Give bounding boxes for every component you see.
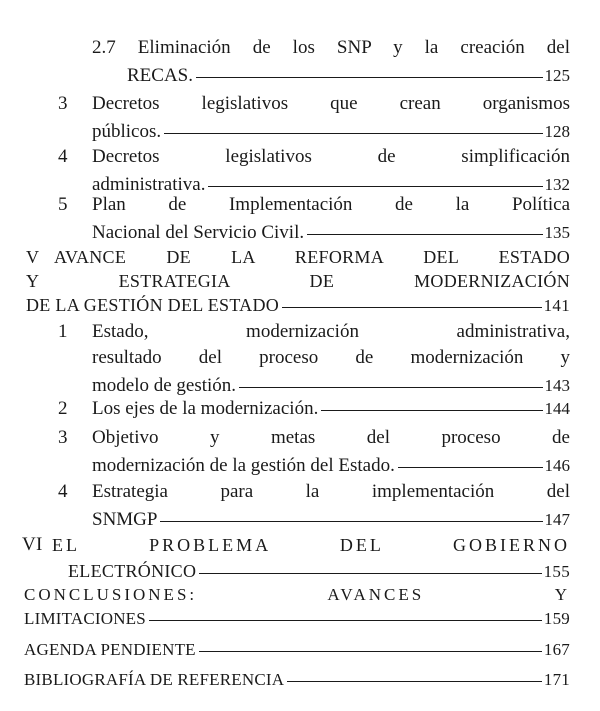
toc-entry-title-line1: Plan de Implementación de la Política xyxy=(92,194,570,215)
toc-entry-title-line2: Nacional del Servicio Civil. xyxy=(92,222,305,243)
toc-entry-title-line1: Decretos legislativos que crean organismos xyxy=(92,93,570,114)
dot-leader xyxy=(307,234,542,235)
section-title-line2: Y ESTRATEGIA DE MODERNIZACIÓN xyxy=(26,271,570,291)
dot-leader xyxy=(196,77,543,78)
bibliografia-title: BIBLIOGRAFÍA DE REFERENCIA xyxy=(24,670,285,689)
page-number: 146 xyxy=(544,456,570,475)
toc-entry-3[interactable] xyxy=(92,90,570,146)
section-title-line1: AVANCE DE LA REFORMA DEL ESTADO xyxy=(54,247,570,267)
toc-entry-v3[interactable] xyxy=(92,424,570,480)
toc-entry-title-line2: resultado del proceso de modernización y xyxy=(92,347,570,368)
entry-number: 2 xyxy=(58,398,68,419)
dot-leader xyxy=(149,620,542,621)
section-title-line2: ELECTRÓNICO xyxy=(68,561,197,581)
toc-entry-2-7[interactable] xyxy=(92,34,570,90)
dot-leader xyxy=(398,467,543,468)
toc-entry-title-line1: Los ejes de la modernización. xyxy=(92,398,319,419)
toc-entry-5[interactable] xyxy=(92,191,570,247)
dot-leader xyxy=(282,307,542,308)
page-number: 144 xyxy=(544,399,570,418)
toc-entry-title-line2: SNMGP xyxy=(92,509,158,530)
toc-entry-v2[interactable] xyxy=(92,395,570,423)
toc-entry-title-line2: públicos. xyxy=(92,121,162,142)
page-number: 167 xyxy=(543,640,570,659)
page-number: 143 xyxy=(544,376,570,395)
entry-number: 4 xyxy=(58,481,68,502)
toc-entry-title-line1: 2.7 Eliminación de los SNP y la creación del xyxy=(92,37,570,58)
conclusiones-title-line2: LIMITACIONES xyxy=(24,609,146,628)
toc-entry-title-line1: Objetivo y metas del proceso de xyxy=(92,427,570,448)
conclusiones-title-line1: CONCLUSIONES: AVANCES Y xyxy=(24,585,570,604)
page-number: 128 xyxy=(544,122,570,141)
agenda-title: AGENDA PENDIENTE xyxy=(24,640,196,659)
page-number: 135 xyxy=(544,223,570,242)
dot-leader xyxy=(199,651,542,652)
dot-leader xyxy=(208,186,542,187)
dot-leader xyxy=(287,681,542,682)
dot-leader xyxy=(164,133,542,134)
dot-leader xyxy=(199,573,541,574)
toc-entry-title-line1: Estrategia para la implementación del xyxy=(92,481,570,502)
toc-entry-title-line2: administrativa. xyxy=(92,174,206,195)
section-number: VI xyxy=(22,534,43,555)
toc-agenda-pendiente[interactable] xyxy=(24,636,570,664)
page-number: 155 xyxy=(543,562,570,581)
toc-bibliografia[interactable] xyxy=(24,666,570,694)
dot-leader xyxy=(239,387,542,388)
toc-entry-title-line3: modelo de gestión. xyxy=(92,375,237,396)
page-number: 159 xyxy=(543,609,570,628)
toc-entry-title-line2: RECAS. xyxy=(127,65,193,86)
toc-entry-title-line1: Estado, modernización administrativa, xyxy=(92,321,570,342)
page-number: 125 xyxy=(544,66,570,85)
entry-number: 5 xyxy=(58,194,68,215)
toc-section-vi[interactable] xyxy=(52,531,570,587)
entry-number: 4 xyxy=(58,146,68,167)
toc-entry-title-line2: modernización de la gestión del Estado. xyxy=(92,455,395,476)
dot-leader xyxy=(321,410,542,411)
page-number: 141 xyxy=(543,296,570,315)
toc-entry-title-line1: Decretos legislativos de simplificación xyxy=(92,146,570,167)
toc-section-v[interactable] xyxy=(26,243,570,327)
section-title-line3: DE LA GESTIÓN DEL ESTADO xyxy=(26,295,280,315)
page-number: 171 xyxy=(543,670,570,689)
section-title-line1: EL PROBLEMA DEL GOBIERNO xyxy=(52,535,570,555)
toc-entry-v4[interactable] xyxy=(92,478,570,534)
toc-entry-v1[interactable] xyxy=(92,318,570,402)
dot-leader xyxy=(160,521,542,522)
page-number: 147 xyxy=(544,510,570,529)
toc-conclusiones[interactable] xyxy=(24,581,570,637)
page-number: 132 xyxy=(544,175,570,194)
entry-number: 3 xyxy=(58,93,68,114)
entry-number: 3 xyxy=(58,427,68,448)
entry-number: 1 xyxy=(58,321,68,342)
section-number: V xyxy=(26,247,40,267)
